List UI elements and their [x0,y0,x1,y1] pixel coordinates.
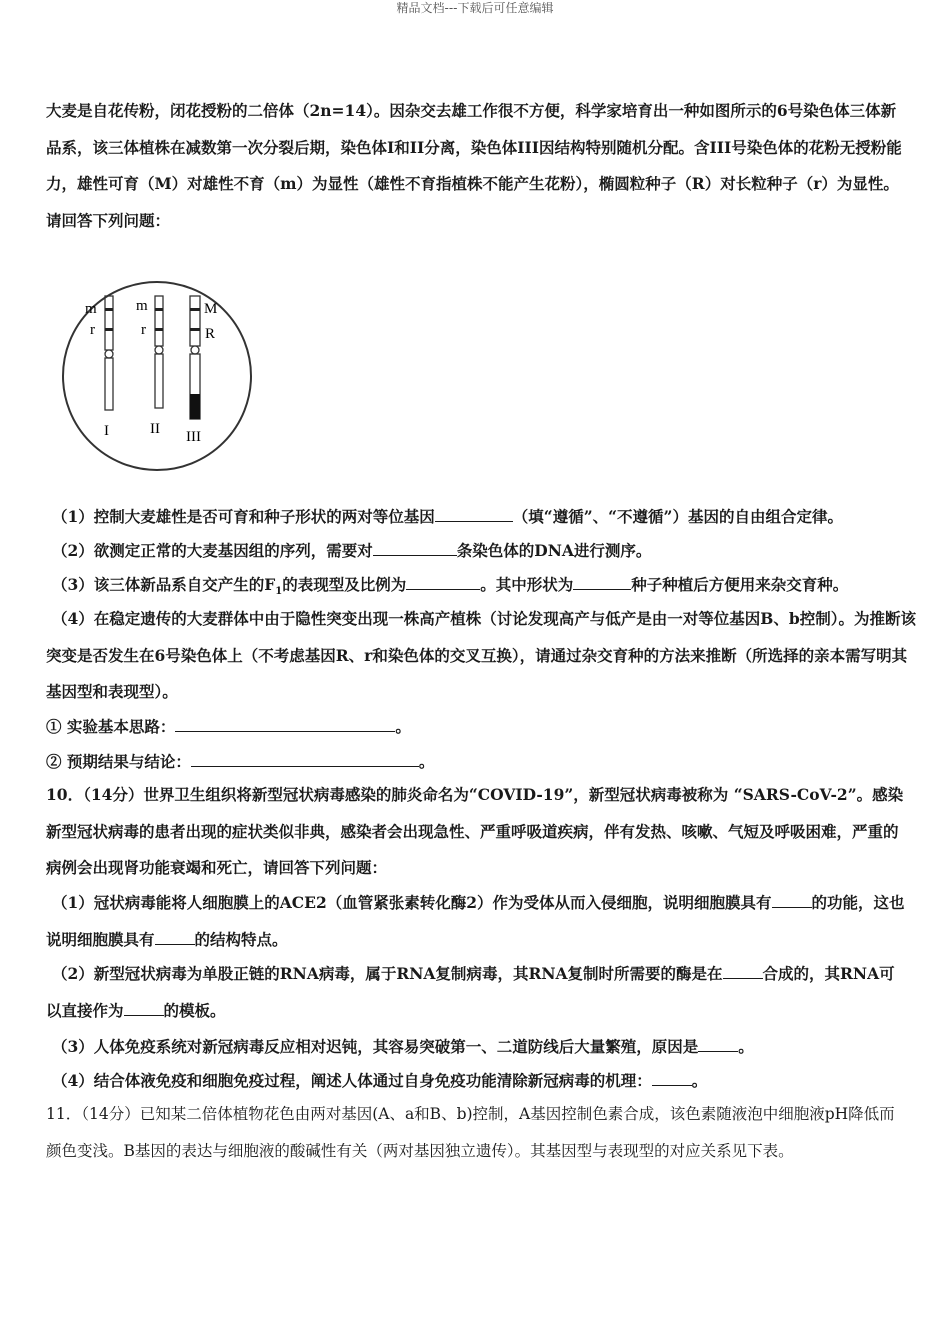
answer-blank[interactable] [723,964,763,979]
q10-stem: 10．（14分）世界卫生组织将新型冠状病毒感染的肺炎命名为“COVID-19”，新型冠状病毒被称为 “SARS-CoV-2”。感染新型冠状病毒的患者出现的症状类似非典，感染者会出现急性、严重呼吸道疾病，伴有发热、咳嗽、气短及呼吸困难，严重的病例会出现肾功能衰竭和死亡，请回答下列问题： [46,785,904,877]
answer-blank[interactable] [573,575,631,590]
chr-ii-upper-gene: m [136,298,148,314]
chr-iii-numeral: III [186,429,201,445]
chr-i-numeral: I [104,423,109,439]
answer-blank[interactable] [652,1071,692,1086]
q10-3: （3）人体免疫系统对新冠病毒反应相对迟钝，其容易突破第一、二道防线后大量繁殖，原因是 。 [52,1037,754,1056]
q10-4: （4）结合体液免疫和细胞免疫过程，阐述人体通过自身免疫功能清除新冠病毒的机理： 。 [52,1071,708,1090]
answer-blank[interactable] [406,575,480,590]
chromosome-figure [44,278,274,478]
intro-paragraph: 大麦是自花传粉，闭花授粉的二倍体（2n=14）。因杂交去雄工作很不方便，科学家培育出一种如图所示的6号染色体三体新品系，该三体植株在减数第一次分裂后期，染色体I和II分离，染色体III因结构特别随机分配。含III号染色体的花粉无授粉能力，雄性可育（M）对雄性不育（m）为显性（雄性不育指植株不能产生花粉），椭圆粒种子（R）对长粒种子（r）为显性。请回答下列问题： [46,101,902,230]
answer-blank[interactable] [435,507,513,522]
chr-ii-lower-gene: r [141,322,146,338]
page-header: 精品文档---下载后可任意编辑 [396,1,554,15]
chr-iii-upper-gene: M [204,301,218,317]
chr-i-upper-gene: m [85,301,97,317]
answer-blank[interactable] [698,1037,738,1052]
q9-2: （2）欲测定正常的大麦基因组的序列，需要对 条染色体的DNA进行测序。 [52,541,652,560]
answer-blank[interactable] [772,893,812,908]
q10-2: （2）新型冠状病毒为单股正链的RNA病毒，属于RNA复制病毒，其RNA复制时所需要的酶是在 合成的，其RNA可以直接作为 的模板。 [46,964,895,1020]
q9-4: （4）在稳定遗传的大麦群体中由于隐性突变出现一株高产植株（讨论发现高产与低产是由一对等位基因B、b控制）。为推断该突变是否发生在6号染色体上（不考虑基因R、r和染色体的交叉互换），请通过杂交育种的方法来推断（所选择的亲本需写明其基因型和表现型）。 [46,609,916,701]
chr-iii-lower-gene: R [205,326,216,342]
chromosome-diagram [44,278,274,478]
q10-1: （1）冠状病毒能将人细胞膜上的ACE2（血管紧张素转化酶2）作为受体从而入侵细胞，说明细胞膜具有 的功能，这也说明细胞膜具有 的结构特点。 [46,893,905,949]
answer-blank[interactable] [191,752,419,767]
q9-4-a: ① 实验基本思路： 。 [46,717,411,736]
chromosome-iii [186,296,217,445]
chr-ii-numeral: II [150,421,160,437]
q9-4-b: ② 预期结果与结论： 。 [46,752,435,771]
chromosome-i [85,296,113,439]
q9-1: （1）控制大麦雄性是否可育和种子形状的两对等位基因 （填“遵循”、“不遵循”）基因的自由组合定律。 [52,507,843,526]
answer-blank[interactable] [373,541,457,556]
answer-blank[interactable] [124,1001,164,1016]
q11-stem: 11．（14分）已知某二倍体植物花色由两对基因(A、a和B、b)控制，A基因控制色素合成，该色素随液泡中细胞液pH降低而颜色变浅。B基因的表达与细胞液的酸碱性有关（两对基因独立遗传）。其基因型与表现型的对应关系见下表。 [46,1105,895,1160]
answer-blank[interactable] [155,930,195,945]
chr-i-lower-gene: r [90,322,95,338]
chromosome-ii [136,296,163,437]
answer-blank[interactable] [175,717,395,732]
q9-3: （3）该三体新品系自交产生的$F_1$的表现型及比例为 。其中形状为 种子种植后方便用来杂交育种。 [52,575,849,598]
